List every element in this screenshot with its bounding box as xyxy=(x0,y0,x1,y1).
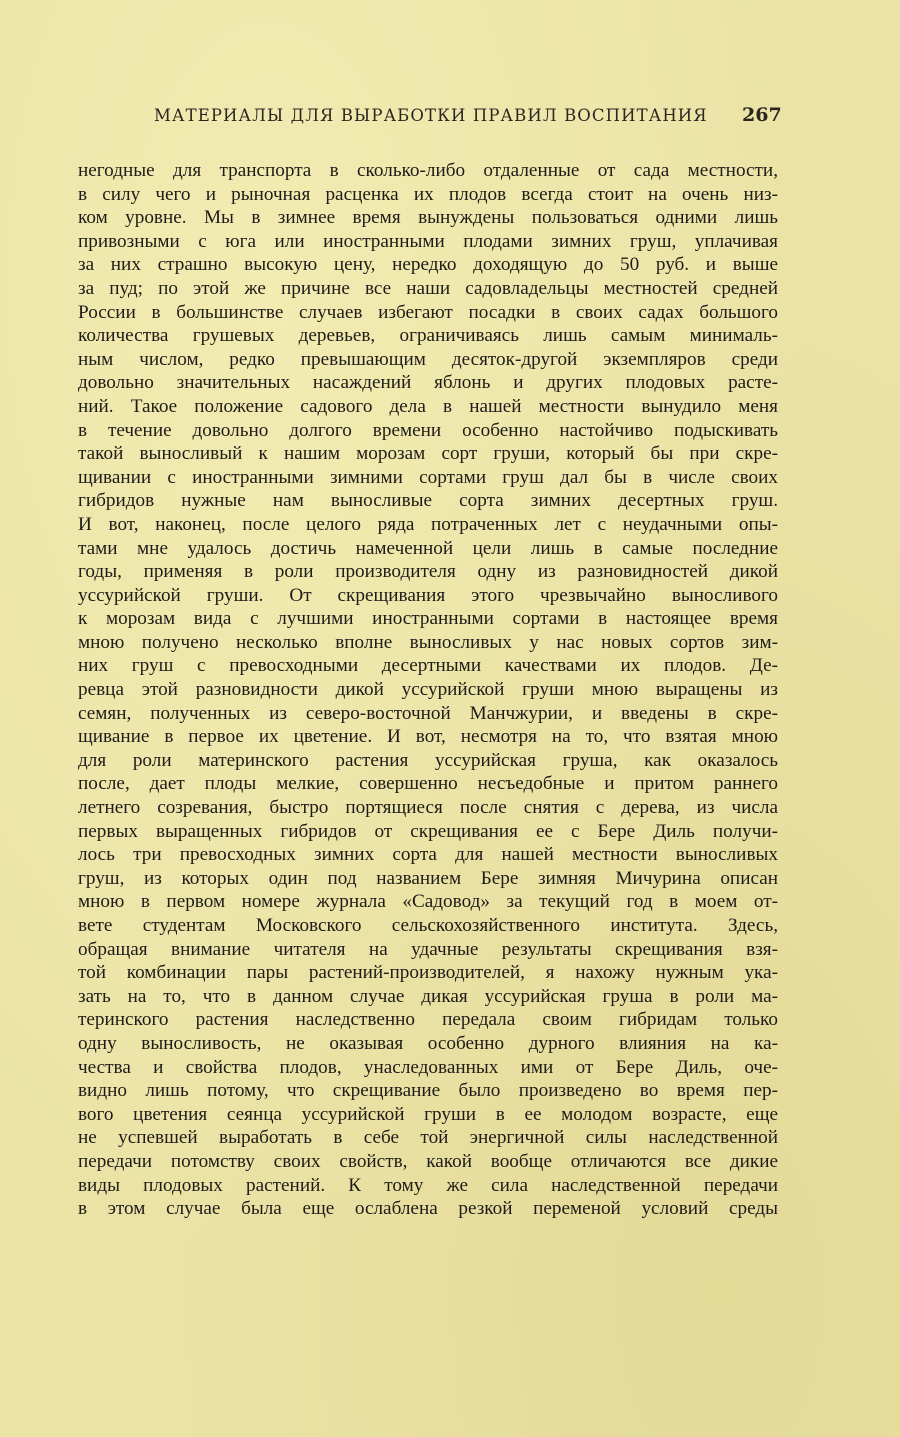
text-line: для роли материнского растения уссурийская груша, как оказалось xyxy=(78,749,778,771)
text-line: видно лишь потому, что скрещивание было произведено во время пер- xyxy=(78,1080,778,1102)
text-line: вете студентам Московского сельскохозяйственного института. Здесь, xyxy=(78,915,778,936)
text-line: за пуд; по этой же причине все наши садовладельцы местностей средней xyxy=(78,277,778,299)
text-line: щивание в первое их цветение. И вот, несмотря на то, что взятая мною xyxy=(78,726,778,748)
text-line: такой выносливый к нашим морозам сорт груши, который бы при скре- xyxy=(78,443,778,465)
text-line: привозными с юга или иностранными плодами зимних груш, уплачивая xyxy=(78,230,778,252)
text-line: уссурийской груши. От скрещивания этого чрезвычайно выносливого xyxy=(78,584,778,606)
text-line: довольно значительных насаждений яблонь и других плодовых расте- xyxy=(78,372,778,394)
text-line: после, дает плоды мелкие, совершенно несъедобные и притом раннего xyxy=(78,773,778,795)
text-line: лось три превосходных зимних сорта для нашей местности выносливых xyxy=(78,844,778,866)
text-line: семян, полученных из северо-восточной Манчжурии, и введены в скре- xyxy=(78,702,778,724)
text-line: негодные для транспорта в сколько-либо отдаленные от сада местности, xyxy=(78,160,778,181)
text-line: теринского растения наследственно передала своим гибридам только xyxy=(78,1009,778,1031)
text-line: щивании с иностранными зимними сортами груш дал бы в числе своих xyxy=(78,466,778,488)
page-number: 267 xyxy=(742,104,782,126)
text-line: вого цветения сеянца уссурийской груши в ее молодом возрасте, еще xyxy=(78,1103,778,1125)
text-line: тами мне удалось достичь намеченной цели лишь в самые последние xyxy=(78,537,778,559)
text-line: мною в первом номере журнала «Садовод» за текущий год в моем от- xyxy=(78,891,778,913)
text-line: груш, из которых один под названием Бере зимняя Мичурина описан xyxy=(78,867,778,889)
text-line: передачи потомству своих свойств, какой вообще отличаются все дикие xyxy=(78,1150,778,1172)
text-line: них груш с превосходными десертными качествами их плодов. Де- xyxy=(78,655,778,677)
text-line: в этом случае была еще ослаблена резкой переменой условий среды xyxy=(78,1198,778,1220)
text-line: ревца этой разновидности дикой уссурийской груши мною выращены из xyxy=(78,679,778,701)
text-line: одну выносливость, не оказывая особенно дурного влияния на ка- xyxy=(78,1032,778,1054)
text-line: той комбинации пары растений-производителей, я нахожу нужным ука- xyxy=(78,962,778,984)
text-line: годы, применяя в роли производителя одну из разновидностей дикой xyxy=(78,561,778,583)
text-line: ком уровне. Мы в зимнее время вынуждены пользоваться одними лишь xyxy=(78,207,778,229)
text-line: И вот, наконец, после целого ряда потраченных лет с неудачными опы- xyxy=(78,513,778,535)
text-line: гибридов нужные нам выносливые сорта зимних десертных груш. xyxy=(78,490,778,512)
text-line: ний. Такое положение садового дела в нашей местности вынудило меня xyxy=(78,395,778,417)
text-line: мною получено несколько вполне выносливых у нас новых сортов зим- xyxy=(78,631,778,653)
body-text xyxy=(78,159,778,1221)
text-line: обращая внимание читателя на удачные результаты скрещивания взя- xyxy=(78,938,778,960)
text-line: в силу чего и рыночная расценка их плодов всегда стоит на очень низ- xyxy=(78,183,778,205)
text-line: летнего созревания, быстро портящиеся после снятия с дерева, из числа xyxy=(78,797,778,819)
text-line: к морозам вида с лучшими иностранными сортами в настоящее время xyxy=(78,608,778,630)
text-line: первых выращенных гибридов от скрещивания ее с Бере Диль получи- xyxy=(78,820,778,842)
text-line: зать на то, что в данном случае дикая уссурийская груша в роли ма- xyxy=(78,985,778,1007)
text-line: виды плодовых растений. К тому же сила наследственной передачи xyxy=(78,1174,778,1196)
text-line: чества и свойства плодов, унаследованных ими от Бере Диль, оче- xyxy=(78,1056,778,1078)
text-line: в течение довольно долгого времени особенно настойчиво подыскивать xyxy=(78,419,778,441)
text-line: не успевшей выработать в себе той энергичной силы наследственной xyxy=(78,1127,778,1149)
text-line: количества грушевых деревьев, ограничиваясь лишь самым минималь- xyxy=(78,325,778,347)
text-line: за них страшно высокую цену, нередко доходящую до 50 руб. и выше xyxy=(78,254,778,276)
text-line: России в большинстве случаев избегают посадки в своих садах большого xyxy=(78,301,778,323)
running-head: МАТЕРИАЛЫ ДЛЯ ВЫРАБОТКИ ПРАВИЛ ВОСПИТАНИЯ xyxy=(154,106,708,125)
text-line: ным числом, редко превышающим десяток-другой экземпляров среди xyxy=(78,348,778,370)
